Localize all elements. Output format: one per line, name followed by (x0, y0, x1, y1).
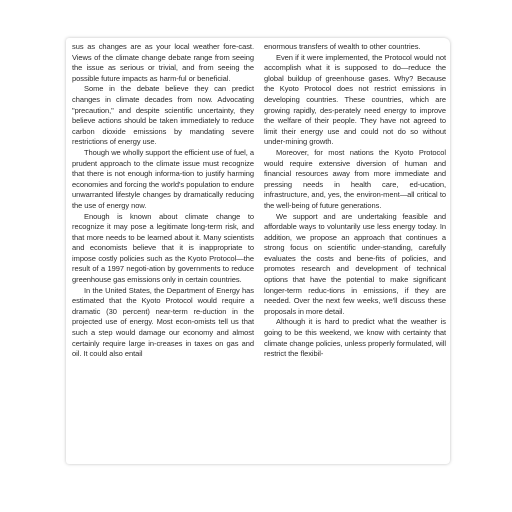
paragraph: enormous transfers of wealth to other countries. (264, 42, 421, 51)
paragraph: Although it is hard to predict what the weather is going to be this weekend, we know with certainty that climate change policies, unless properly formulated, will restrict the flexibil- (264, 317, 446, 359)
paragraph: Some in the debate believe they can predict changes in climate decades from now. Advocating "precaution," and despite scientific uncertainty, they believe actions should be taken immediately to reduce carbon dioxide emissions by mandating severe restrictions of energy use. (72, 84, 254, 147)
paragraph: In the United States, the Department of Energy has estimated that the Kyoto Protocol would require a dramatic (30 percent) near-term re-duction in the projected use of energy. Most econ-omists tell us that such a step would damage our economy and almost certainly require large in-creases in taxes on gas and oil. It could also entail (72, 285, 254, 359)
paragraph: sus as changes are as your local weather fore-cast. Views of the climate change debate range from seeing the issue as serious or trivial, and from seeing the possible future impacts as harm-ful or beneficial. (72, 42, 254, 83)
document-page (66, 38, 450, 464)
right-column (264, 42, 446, 360)
paragraph: Moreover, for most nations the Kyoto Protocol would require extensive diversion of human and financial resources away from more immediate and pressing needs in health care, ed-ucation, infrastructure, and, yes, the environ-ment—all critical to the well-being of future generations. (264, 147, 446, 210)
paragraph: We support and are undertaking feasible and affordable ways to voluntarily use less energy today. In addition, we propose an approach that continues a strong focus on scientific under-standing, carefully evaluates the costs and bene-fits of policies, and promotes research and development of technical options that have the potential to make significant longer-term reduc-tions in emissions, if they are needed. Over the next few weeks, we'll discuss these proposals in more detail. (264, 211, 446, 316)
paragraph: Even if it were implemented, the Protocol would not accomplish what it is supposed to do—reduce the global buildup of greenhouse gases. Why? Because the Kyoto Protocol does not restrict emissions in developing countries. These countries, which are growing rapidly, des-perately need energy to improve the welfare of their people. They have not agreed to limit their energy use and could not do so without under-mining growth. (264, 52, 446, 147)
paragraph: Though we wholly support the efficient use of fuel, a prudent approach to the climate issue must recognize that there is not enough informa-tion to justify harming economies and forcing the world's population to endure unwarranted lifestyle changes by dramatically reducing the use of energy now. (72, 147, 254, 210)
paragraph: Enough is known about climate change to recognize it may pose a legitimate long-term risk, and that more needs to be learned about it. Many scientists and economists believe that it is inappropriate to impose costly policies such as the Kyoto Protocol—the result of a 1997 negoti-ation by governments to reduce greenhouse gas emissions only in certain countries. (72, 211, 254, 285)
left-column (72, 42, 254, 360)
